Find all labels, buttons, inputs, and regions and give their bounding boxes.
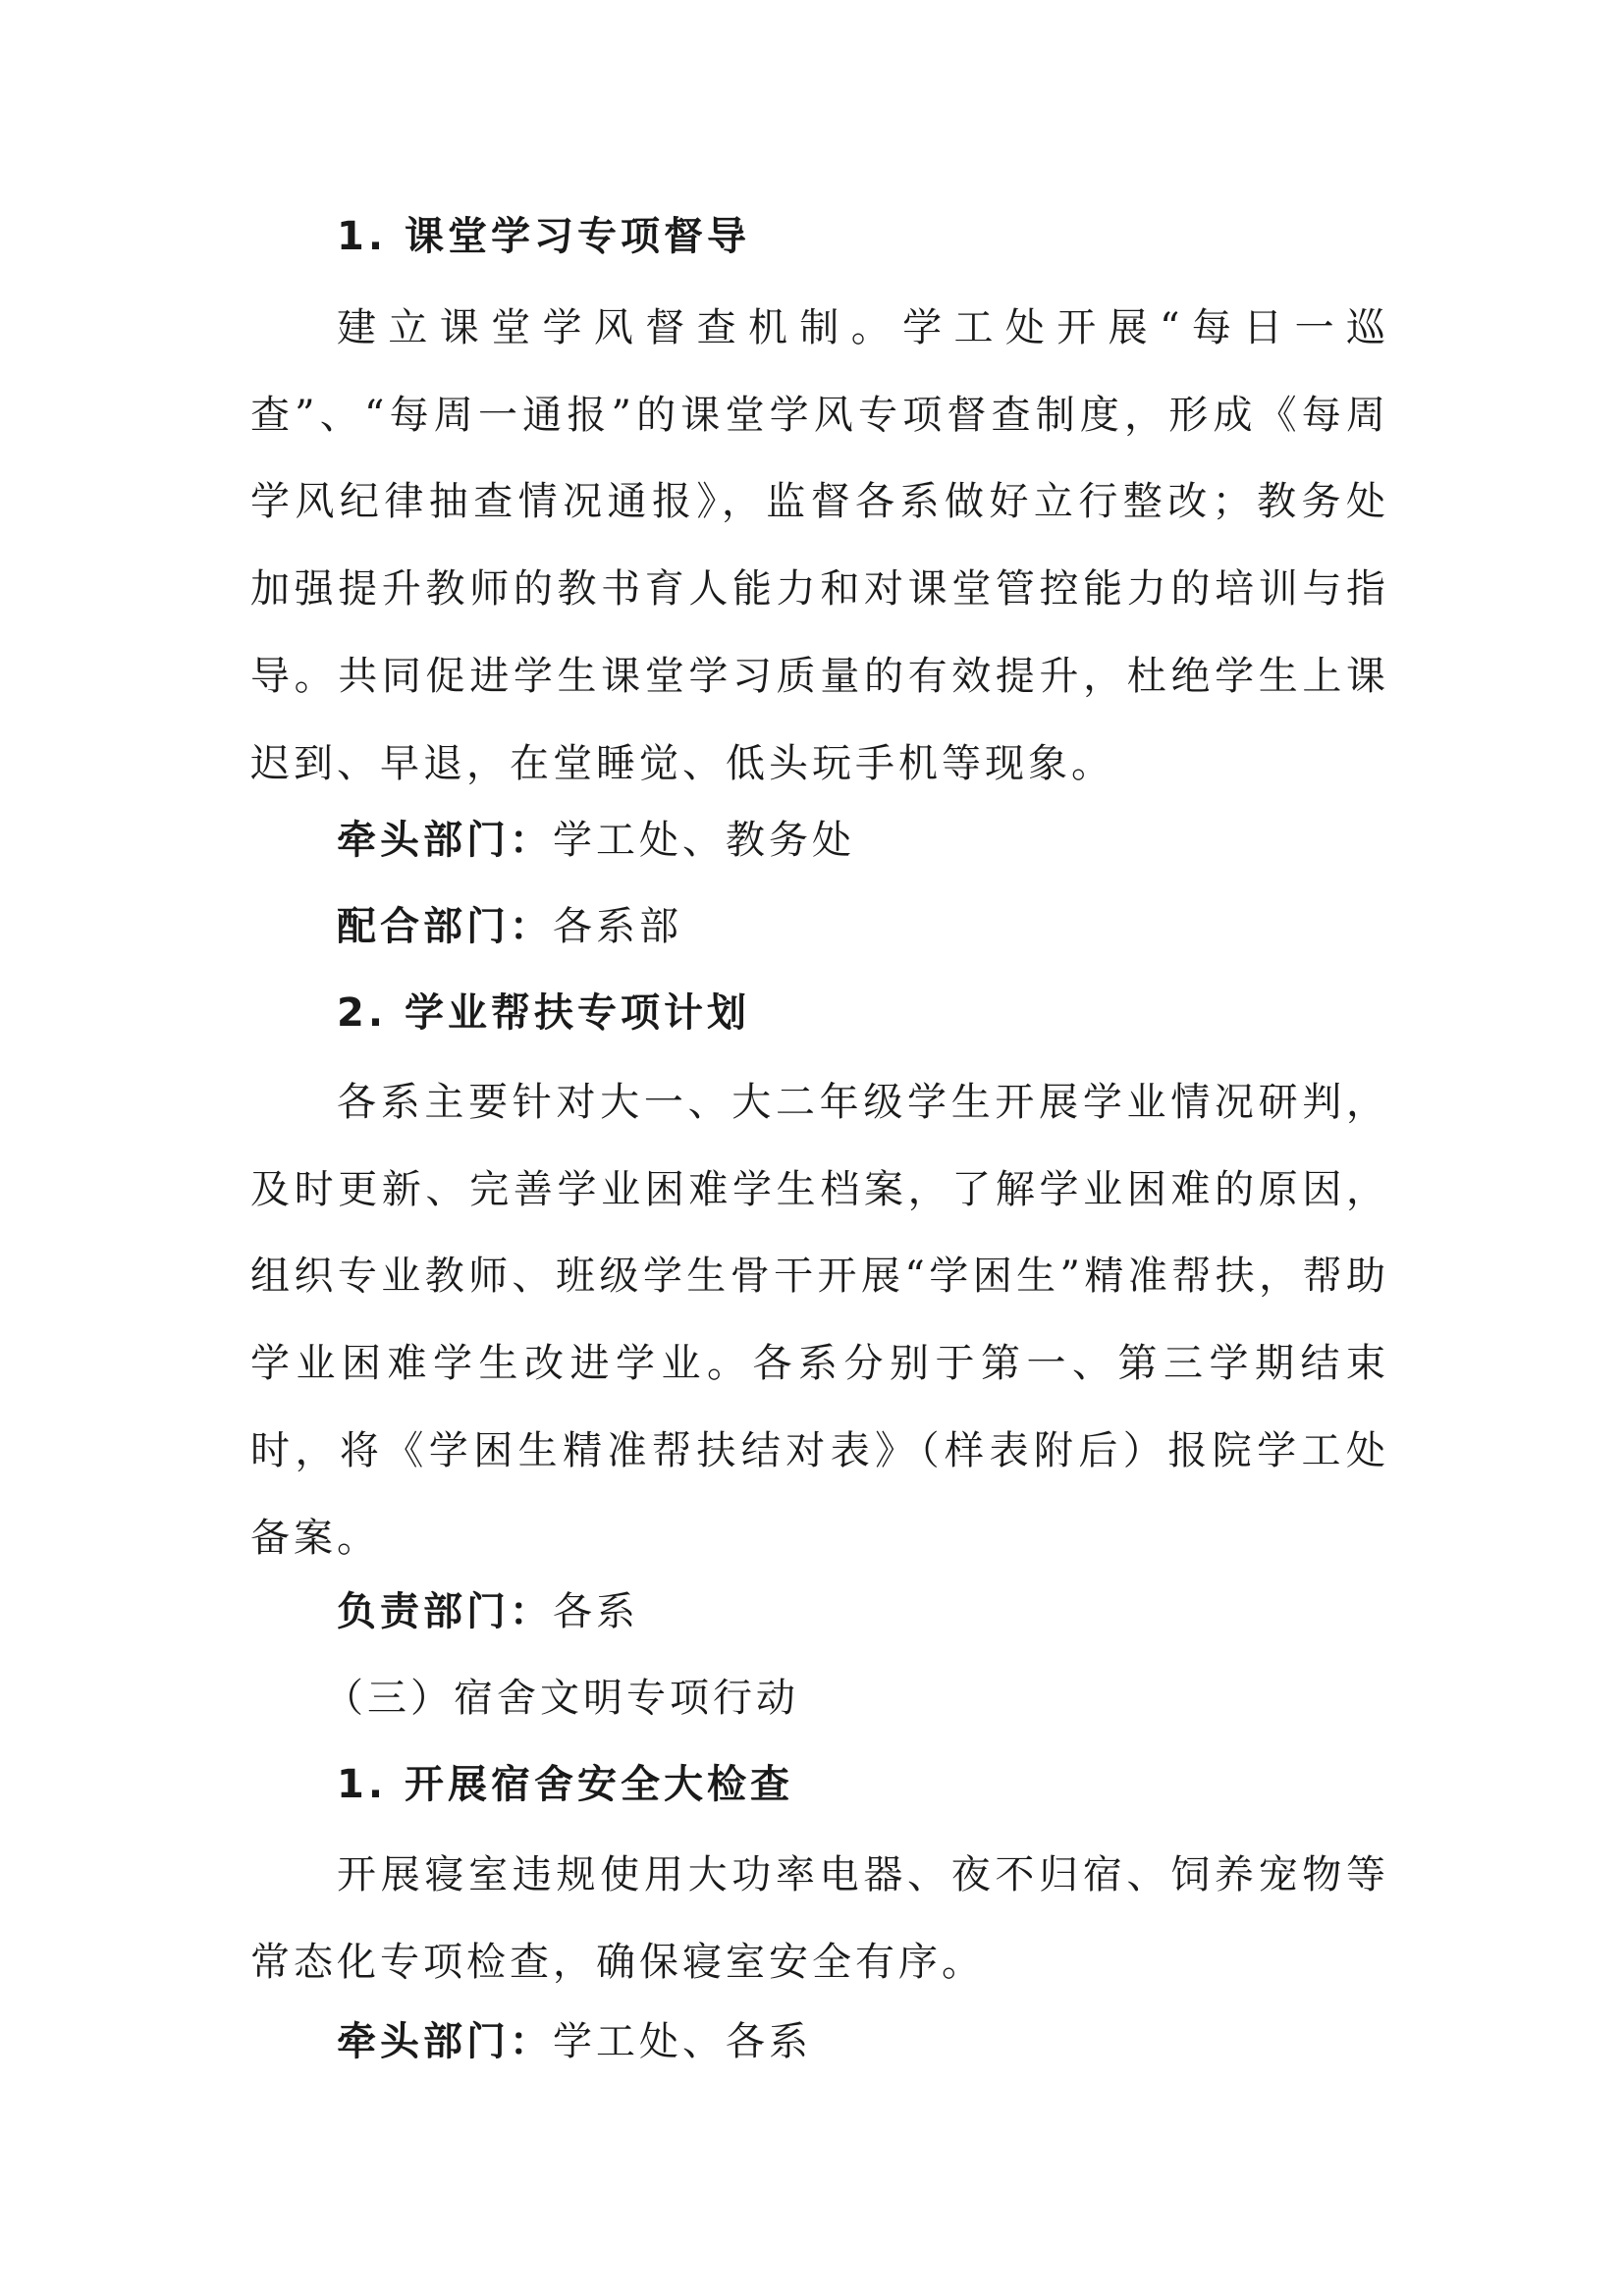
coop-department-label: 配合部门：: [337, 904, 553, 949]
coop-department-value: 各系部: [553, 904, 682, 949]
section1-lead-department: [337, 815, 1476, 866]
lead-department-value: 学工处、教务处: [553, 818, 855, 863]
lead-department-label: 牵头部门：: [337, 2019, 553, 2064]
section3-title: （三）宿舍文明专项行动: [324, 1676, 799, 1721]
section3-heading: 1. 开展宿舍安全大检查: [337, 1762, 793, 1807]
lead-department-value: 学工处、各系: [553, 2019, 812, 2064]
section2-responsible-department: [337, 1586, 1476, 1637]
responsible-department-value: 各系: [553, 1589, 639, 1634]
section1-coop-department: [337, 901, 1476, 952]
section1-heading: 1. 课堂学习专项督导: [337, 214, 750, 259]
section2-paragraph: 各系主要针对大一、大二年级学生开展学业情况研判，及时更新、完善学业困难学生档案，了解学业困难的原因，组织专业教师、班级学生骨干开展“学困生”精准帮扶，帮助学业困难学生改进学业。各系分别于第一、第三学期结束时，将《学困生精准帮扶结对表》（样表附后）报院学工处备案。: [250, 1080, 1389, 1561]
lead-department-label: 牵头部门：: [337, 818, 553, 863]
section1-paragraph: 建立课堂学风督查机制。学工处开展“每日一巡查”、“每周一通报”的课堂学风专项督查制度，形成《每周学风纪律抽查情况通报》，监督各系做好立行整改；教务处加强提升教师的教书育人能力和对课堂管控能力的培训与指导。共同促进学生课堂学习质量的有效提升，杜绝学生上课迟到、早退，在堂睡觉、低头玩手机等现象。: [250, 305, 1389, 786]
section3-paragraph: 开展寝室违规使用大功率电器、夜不归宿、饲养宠物等常态化专项检查，确保寝室安全有序。: [250, 1852, 1389, 1985]
section2-heading: 2. 学业帮扶专项计划: [337, 990, 750, 1036]
responsible-department-label: 负责部门：: [337, 1589, 553, 1634]
section3-lead-department: [337, 2016, 1476, 2067]
